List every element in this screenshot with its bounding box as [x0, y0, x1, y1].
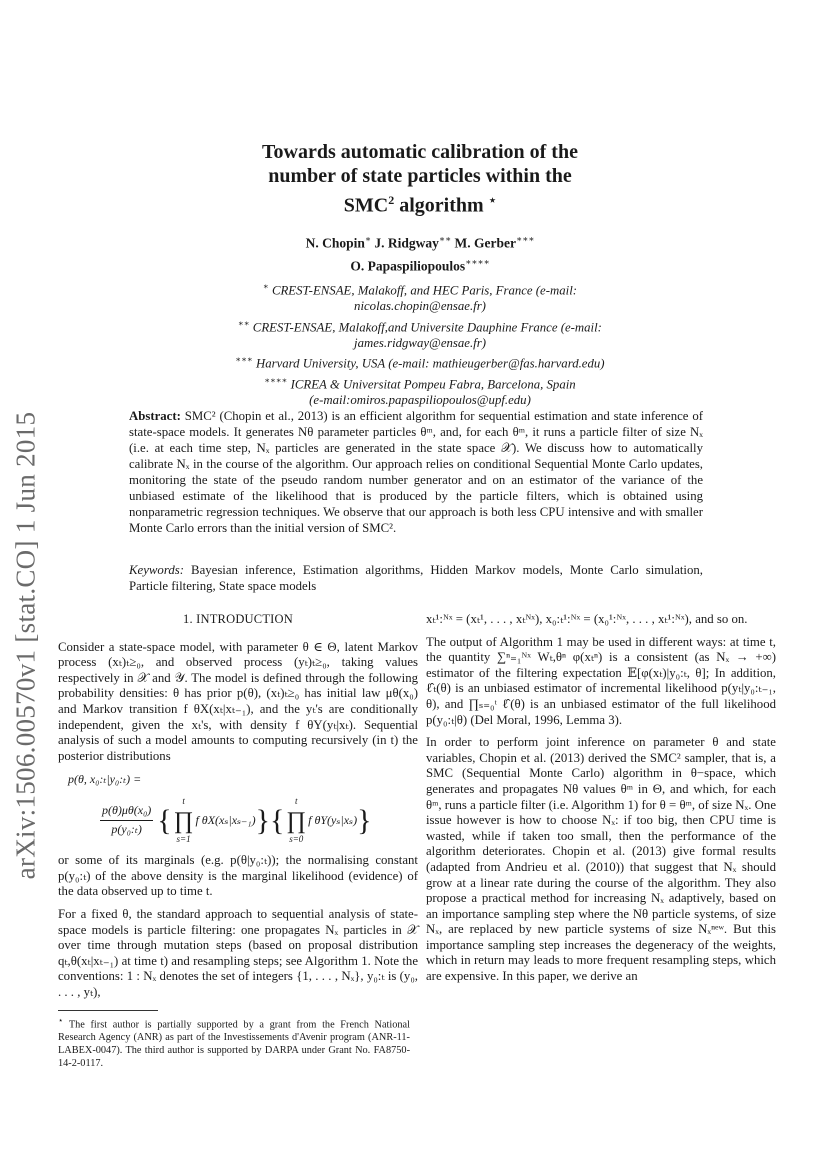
right-paragraph-1: xₜ¹:ᴺˣ = (xₜ¹, . . . , xₜᴺˣ), x₀:ₜ¹:ᴺˣ = (x₀¹:ᴺˣ, . . . , xₜ¹:ᴺˣ), and so on.	[426, 612, 748, 626]
intro-paragraph-3: For a fixed θ, the standard approach to sequential analysis of state-space models is particle filtering: one propagates Nₓ particles in 𝒳 over time through mutation steps (based on proposal distribution qₜ,θ(xₜ|xₜ₋₁) at time t) and resampling steps; see Algorithm 1. Note the conventions: 1 : Nₓ denotes the set of integers {1, . . . , Nₓ}, y₀:ₜ is (y₀, . . . , yₜ),	[58, 906, 418, 999]
left-brace-1: {	[157, 803, 172, 837]
product-1-upper: t	[182, 795, 185, 806]
abstract-label: Abstract:	[129, 409, 181, 423]
author-3: M. Gerber	[454, 235, 516, 251]
product-2-upper: t	[295, 795, 298, 806]
affiliation-4	[130, 372, 710, 392]
affiliation-2	[130, 315, 710, 335]
section-heading-introduction: 1. INTRODUCTION	[183, 612, 293, 626]
left-column	[58, 612, 418, 1007]
footnote	[58, 1014, 410, 1070]
affiliation-1-email: nicolas.chopin@ensae.fr)	[354, 299, 486, 314]
title-algorithm: algorithm	[394, 194, 484, 217]
author-1: N. Chopin	[305, 235, 365, 251]
title-line-3	[130, 188, 710, 218]
title-star-mark: ⋆	[488, 193, 497, 207]
affiliation-1	[130, 278, 710, 298]
affiliation-2-text: CREST-ENSAE, Malakoff,and Universite Dauphine France (e-mail:	[249, 319, 602, 334]
transition-term: f θX(xₛ|xₛ₋₁)	[195, 812, 256, 827]
left-brace-2: {	[269, 803, 285, 837]
title-smc-sup: 2	[388, 193, 395, 207]
author-1-mark: ∗	[364, 234, 372, 244]
posterior-equation	[68, 772, 418, 847]
affiliation-3-mark: ∗∗∗	[235, 354, 253, 365]
product-2-lower: s=0	[289, 833, 304, 844]
paper-title	[130, 140, 710, 218]
author-4-mark: ∗∗∗∗	[465, 256, 490, 267]
affiliation-2-email: james.ridgway@ensae.fr)	[354, 336, 486, 351]
author-2: J. Ridgway	[374, 235, 439, 251]
intro-paragraph-1: Consider a state-space model, with parameter θ ∈ Θ, latent Markov process (xₜ)ₜ≥₀, and observed process (yₜ)ₜ≥₀, taking values respectively in 𝒳 and 𝒴. The model is defined through the following probability densities: θ has prior p(θ), (xₜ)ₜ≥₀ has initial law μθ(x₀) and Markov transition f θX(xₜ|xₜ₋₁), and the yₜ's are conditionally independent, given the xₜ's, with density f θY(yₜ|xₜ). Sequential analysis of such a model amounts to computing recursively (in t) the posterior distributions	[58, 639, 418, 763]
intro-paragraph-2: or some of its marginals (e.g. p(θ|y₀:ₜ)); the normalising constant p(y₀:ₜ) of the above density is the marginal likelihood (evidence) of the data observed up to time t.	[58, 853, 418, 899]
abstract-body: SMC² (Chopin et al., 2013) is an efficient algorithm for sequential estimation and state inference of state-space models. It generates Nθ parameter particles θᵐ, and, for each θᵐ, it runs a particle filter of size Nₓ (i.e. at each time step, Nₓ particles are generated in the state space 𝒳). We discuss how to automatically calibrate Nₓ in the course of the algorithm. Our approach relies on conditional Sequential Monte Carlo updates, monitoring the state of the pseudo random number generator and on an estimator of the variance of the unbiased estimate of the likelihood that is produced by the particle filters, which is obtained using nonparametric regression techniques. We observe that our approach is both less CPU intensive and with smaller Monte Carlo errors than the initial version of SMC².	[129, 409, 703, 535]
right-paragraph-3: In order to perform joint inference on parameter θ and state variables, Chopin et al. (2013) derived the SMC² sampler, that is, a SMC (Sequential Monte Carlo) algorithm in θ−space, which generates and propagates Nθ values θᵐ in Θ, and which, for each θᵐ, runs a particle filter (i.e. Algorithm 1) for θ = θᵐ, of size Nₓ. One issue however is how to choose Nₓ: if too big, then CPU time is wasted, while if taken too small, then the performance of the algorithm deteriorates. Chopin et al. (2013) give formal results (adapted from Andrieu et al. (2010)) that suggest that Nₓ should grow at a linear rate during the course of the algorithm. They also propose a practical method for increasing Nₓ adaptively, based on an importance sampling step where the Nθ particle systems, of size Nₓ, are replaced by new particle systems of size Nₓⁿᵉʷ. But this importance sampling step increases the degeneracy of the weights, which in return may leads to more frequent resampling steps, which are expensive. In this paper, we derive an	[426, 735, 776, 984]
author-2-mark: ∗∗	[438, 234, 452, 244]
title-line-1: Towards automatic calibration of the	[262, 141, 578, 163]
footnote-mark: ⋆	[58, 1015, 64, 1025]
title-smc: SMC	[343, 194, 389, 217]
affiliations	[130, 278, 710, 408]
affiliation-3	[130, 351, 710, 371]
equation-numerator: p(θ)μθ(x₀)	[100, 803, 153, 821]
right-paragraph-2: The output of Algorithm 1 may be used in different ways: at time t, the quantity ∑ⁿ₌₁ᴺˣ Wₜ,θⁿ φ(xₜⁿ) is a consistent (as Nₓ → +∞) estimator of the filtering expectation 𝔼[φ(xₜ)|y₀:ₜ, θ]; In addition, ℓ̂ₜ(θ) is an unbiased estimator of incremental likelihood p(yₜ|y₀:ₜ₋₁, θ), and ∏ₛ₌₀ᵗ ℓ̂(θ) is an unbiased estimator of the full likelihood p(y₀:ₜ|θ) (Del Moral, 1996, Lemma 3).	[426, 634, 776, 727]
equation-rhs	[68, 794, 418, 847]
affiliation-2-mark: ∗∗	[238, 317, 250, 328]
arxiv-stamp-text: arXiv:1506.00570v1 [stat.CO] 1 Jun 2015	[10, 411, 41, 879]
keywords-label: Keywords:	[129, 563, 184, 577]
author-list	[130, 230, 710, 275]
affiliation-1-text: CREST-ENSAE, Malakoff, and HEC Paris, France (e-mail:	[268, 283, 578, 298]
right-brace-2: }	[357, 803, 372, 837]
affiliation-4-text: ICREA & Universitat Pompeu Fabra, Barcelona, Spain	[287, 377, 576, 392]
affiliation-1-mark: ∗	[262, 281, 269, 291]
product-operator-2	[286, 794, 306, 847]
product-2-symbol: ∏	[286, 807, 307, 834]
affiliation-4-email: (e-mail:omiros.papaspiliopoulos@upf.edu)	[309, 393, 531, 408]
product-1-symbol: ∏	[173, 807, 194, 834]
footnote-rule	[58, 1010, 158, 1011]
authors-line-1	[130, 230, 710, 253]
footnote-text: The first author is partially supported by a grant from the French National Research Agency (ANR) as part of the Investissements d'Avenir program (ANR-11-LABEX-0047). The third author is supported by DARPA under Grant No. FA8750-14-2-0117.	[58, 1019, 410, 1070]
product-1-lower: s=1	[176, 833, 191, 844]
affiliation-3-text: Harvard University, USA (e-mail: mathieugerber@fas.harvard.edu)	[252, 356, 605, 371]
equation-denominator: p(y₀:ₜ)	[111, 822, 142, 837]
authors-line-2	[130, 253, 710, 276]
author-4: O. Papaspiliopoulos	[350, 258, 466, 273]
product-operator-1	[174, 794, 194, 847]
observation-term: f θY(yₛ|xₛ)	[308, 812, 358, 827]
keywords	[129, 562, 703, 594]
right-column	[426, 612, 776, 992]
arxiv-stamp	[2, 410, 50, 880]
affiliation-4-mark: ∗∗∗∗	[264, 374, 288, 385]
title-line-2: number of state particles within the	[268, 165, 572, 187]
abstract	[129, 408, 703, 536]
right-brace-1: }	[255, 803, 270, 837]
equation-fraction	[100, 803, 153, 837]
author-3-mark: ∗∗∗	[516, 234, 535, 244]
equation-lhs: p(θ, x₀:ₜ|y₀:ₜ) =	[68, 772, 142, 787]
keywords-body: Bayesian inference, Estimation algorithms, Hidden Markov models, Monte Carlo simulation, Particle filtering, State space models	[129, 563, 703, 593]
